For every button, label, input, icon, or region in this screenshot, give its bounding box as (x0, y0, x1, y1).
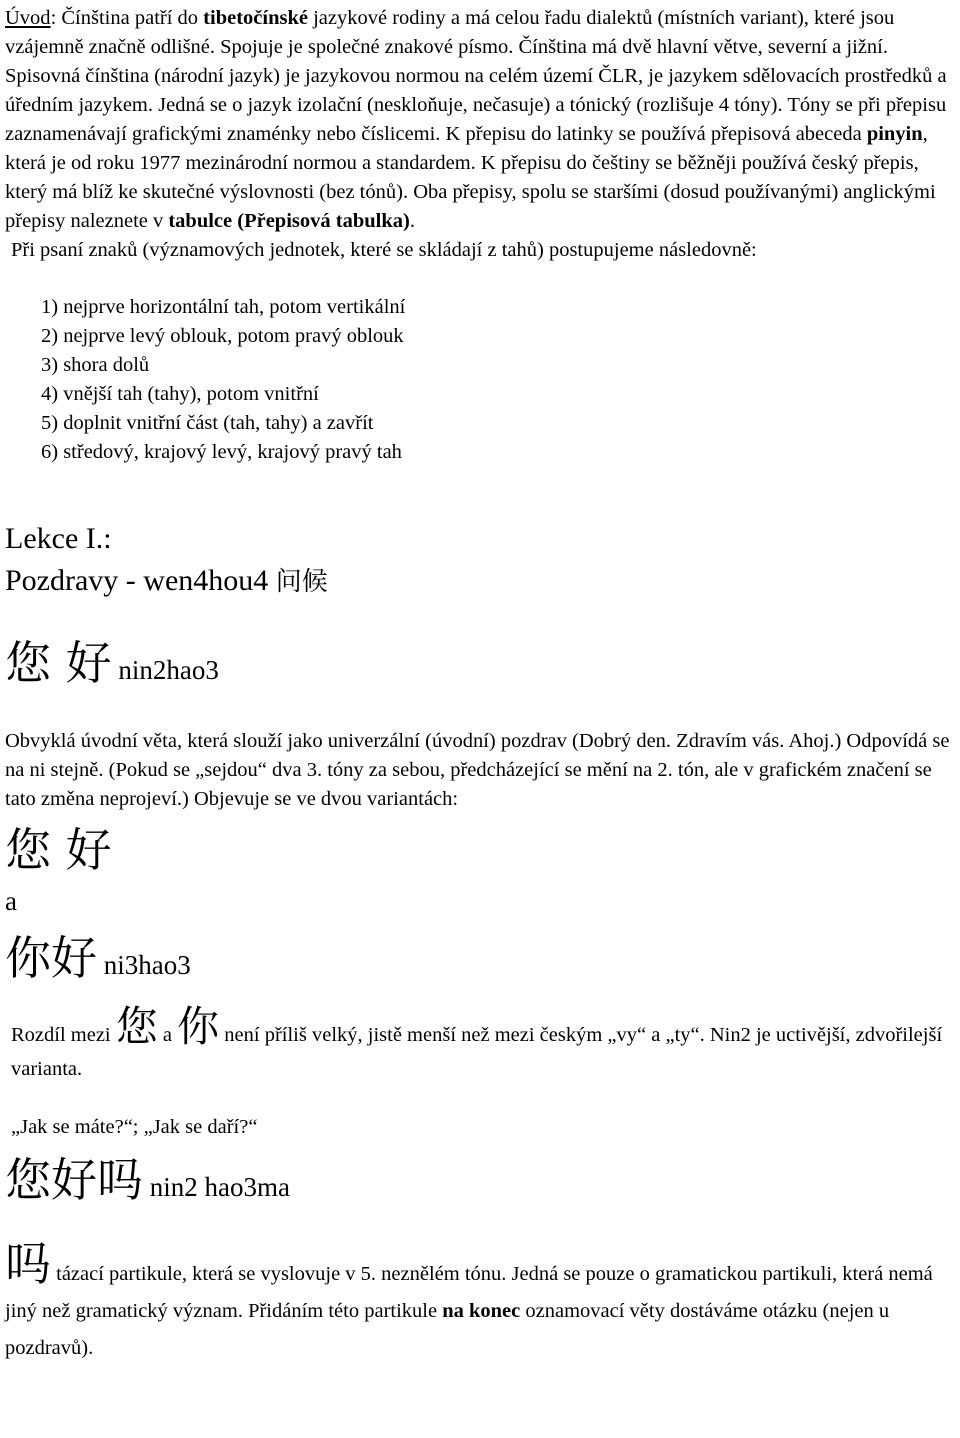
question-pinyin: nin2 hao3ma (143, 1172, 290, 1202)
term-tibetochinese: tibetočínské (203, 7, 308, 29)
greeting-han: 您 好 (5, 636, 112, 690)
table-reference: tabulce (Přepisová tabulka) (168, 210, 410, 232)
list-item: 2) nejprve levý oblouk, potom pravý oblouk (41, 325, 404, 347)
char-ni: 你 (177, 1002, 220, 1051)
lesson-subtitle-han: 问候 (275, 567, 328, 597)
lesson-subtitle: Pozdravy - wen4hou4 问候 (5, 564, 328, 597)
list-item: 6) středový, krajový levý, krajový pravý tah (41, 441, 402, 463)
difference-paragraph: Rozdíl mezi 您 a 你 není příliš velký, jistě menší než mezi českým „vy“ a „ty“. Nin2 je uctivější, zdvořilejší varianta. (11, 1002, 943, 1080)
variant-conjunction: a (5, 886, 17, 916)
question-line: „Jak se máte?“; „Jak se daří?“ (11, 1116, 258, 1138)
list-item: 5) doplnit vnitřní část (tah, tahy) a zavřít (41, 412, 374, 434)
list-item: 3) shora dolů (41, 354, 150, 376)
greeting-explanation: Obvyklá úvodní věta, která slouží jako univerzální (úvodní) pozdrav (Dobrý den. Zdravím vás. Ahoj.) Odpovídá se na ni stejně. (Pokud se „sejdou“ dva 3. tóny za sebou, předcházející se mění na 2. tón, ale v grafickém značení se tato změna neprojeví.) Objevuje se ve dvou variantách: (5, 730, 950, 810)
particle-paragraph: 吗 tázací partikule, která se vyslovuje v 5. neznělém tónu. Jedná se pouze o gramatickou partikuli, která nemá jiný než gramatický význam. Přidáním této partikule na konec oznamovací věty dostáváme otázku (nejen u pozdravů). (5, 1237, 933, 1359)
greeting-nin-hao (5, 633, 957, 703)
stroke-order-intro: Při psaní znaků (významových jednotek, které se skládají z tahů) postupujeme následovně: (11, 239, 757, 261)
variant-ni-hao (5, 928, 957, 998)
char-nin: 您 (115, 1002, 158, 1051)
question-nin-hao-ma (5, 1150, 957, 1220)
intro-paragraph: Úvod: Čínština patří do tibetočínské jazykové rodiny a má celou řadu dialektů (místních variant), které jsou vzájemně značně odlišné. Spojuje je společné znakové písmo. Čínština má dvě hlavní větve, severní a jižní. Spisovná čínština (národní jazyk) je jazykovou normou na celém území ČLR, je jazykem sdělovacích prostředků a úředním jazykem. Jedná se o jazyk izolační (neskloňuje, nečasuje) a tónický (rozlišuje 4 tóny). Tóny se při přepisu zaznamenávají grafickými znaménky nebo číslicemi. K přepisu do latinky se používá přepisová abeceda pinyin, která je od roku 1977 mezinárodní normou a standardem. K přepisu do češtiny se běžněji používá český přepis, který má blíž ke skutečné výslovnosti (bez tónů). Oba přepisy, spolu se staršími (dosud používanými) anglickými přepisy naleznete v tabulce (Přepisová tabulka). (5, 7, 947, 232)
term-na-konec: na konec (442, 1300, 521, 1322)
list-item: 4) vnější tah (tahy), potom vnitřní (41, 383, 319, 405)
document-page (5, 4, 957, 1367)
char-ma: 吗 (5, 1237, 51, 1291)
variant-ni-hao-han: 你好 (5, 931, 97, 985)
variant-ni-hao-pinyin: ni3hao3 (97, 950, 191, 980)
variant-nin-hao: 您 好 (5, 823, 112, 877)
list-item: 1) nejprve horizontální tah, potom vertikální (41, 296, 406, 318)
greeting-pinyin: nin2hao3 (111, 655, 219, 685)
term-pinyin: pinyin (866, 123, 923, 145)
lesson-title: Lekce I.: (5, 522, 112, 555)
intro-label: Úvod (5, 7, 51, 29)
stroke-order-list (5, 293, 957, 467)
question-han: 您好吗 (5, 1153, 143, 1207)
